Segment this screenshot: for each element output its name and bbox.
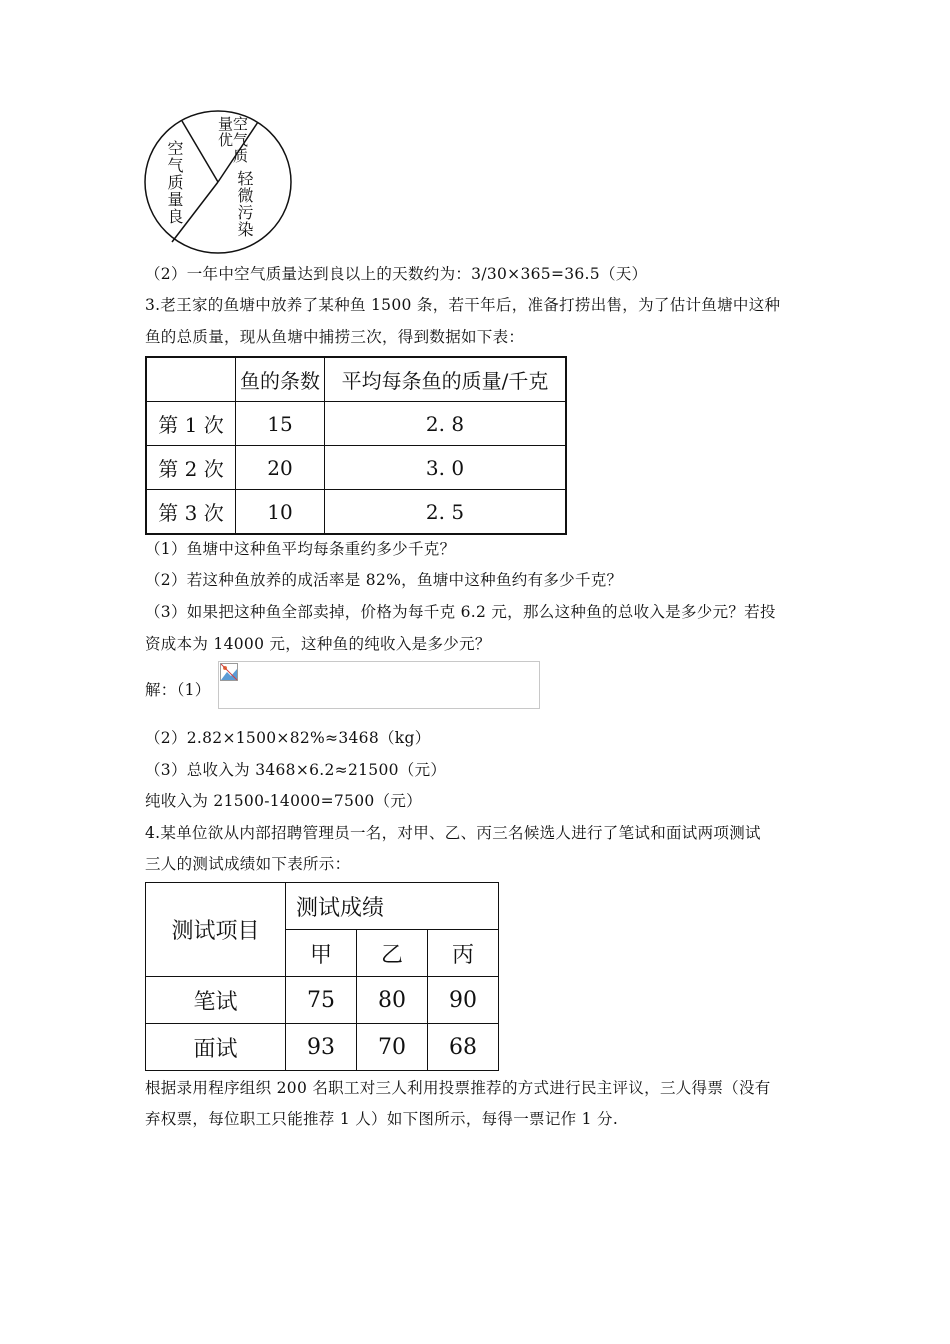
table-header-cell (146, 357, 236, 402)
table-cell: 3. 0 (325, 446, 567, 490)
table-cell: 20 (236, 446, 325, 490)
table-row (146, 446, 566, 490)
question2: （2）若这种鱼放养的成活率是 82%，鱼塘中这种鱼约有多少千克？ (145, 571, 623, 589)
solution-label: 解：（1） (145, 681, 211, 699)
solution-image-placeholder (218, 661, 540, 709)
question3-line2: 资成本为 14000 元，这种鱼的纯收入是多少元？ (145, 635, 491, 653)
problem4-line1: 4.某单位欲从内部招聘管理员一名，对甲、乙、丙三名候选人进行了笔试和面试两项测试 (145, 824, 761, 842)
problem4-line2: 三人的测试成绩如下表所示： (145, 855, 351, 873)
table-cell: 75 (286, 977, 357, 1024)
question1: （1）鱼塘中这种鱼平均每条重约多少千克？ (145, 540, 456, 558)
table-cell: 90 (428, 977, 499, 1024)
table-header-row (146, 357, 566, 402)
question3-line1: （3）如果把这种鱼全部卖掉，价格为每千克 6.2 元，那么这种鱼的总收入是多少元？若投 (145, 603, 776, 621)
score-header-cell: 测试成绩 (286, 883, 499, 930)
table-cell: 80 (357, 977, 428, 1024)
solution-3: （3）总收入为 3468×6.2≈21500（元） (145, 761, 447, 779)
table-cell: 第 3 次 (146, 490, 236, 535)
candidate-header-cell: 丙 (428, 930, 499, 977)
test-score-table (145, 882, 499, 1071)
table-cell: 面试 (146, 1024, 286, 1071)
table-header-cell: 鱼的条数 (236, 357, 325, 402)
table-row (146, 490, 566, 535)
pie-label-light-pollution: 轻微污染 (235, 170, 254, 238)
q2-answer: （2）一年中空气质量达到良以上的天数约为：3/30×365=36.5（天） (145, 265, 648, 283)
item-header-cell: 测试项目 (146, 883, 286, 977)
table-header-cell: 平均每条鱼的质量/千克 (325, 357, 567, 402)
pie-label-excellent: 空气质量优 (216, 116, 249, 164)
table-cell: 70 (357, 1024, 428, 1071)
fish-data-table (145, 356, 567, 535)
table-cell: 15 (236, 402, 325, 446)
table-row (146, 977, 499, 1024)
table-cell: 笔试 (146, 977, 286, 1024)
broken-image-icon (220, 663, 238, 681)
table-cell: 第 1 次 (146, 402, 236, 446)
table-cell: 2. 8 (325, 402, 567, 446)
table-cell: 第 2 次 (146, 446, 236, 490)
table-row (146, 402, 566, 446)
problem3-line1: 3.老王家的鱼塘中放养了某种鱼 1500 条，若干年后，准备打捞出售，为了估计鱼塘中这种 (145, 296, 781, 314)
candidate-header-cell: 乙 (357, 930, 428, 977)
solution-4: 纯收入为 21500-14000=7500（元） (145, 792, 422, 810)
problem3-line2: 鱼的总质量，现从鱼塘中捕捞三次，得到数据如下表： (145, 328, 525, 346)
table-cell: 10 (236, 490, 325, 535)
problem5-line2: 弃权票，每位职工只能推荐 1 人）如下图所示，每得一票记作 1 分. (145, 1110, 619, 1128)
table-cell: 68 (428, 1024, 499, 1071)
table-header-row (146, 883, 499, 930)
table-cell: 93 (286, 1024, 357, 1071)
candidate-header-cell: 甲 (286, 930, 357, 977)
problem5-line1: 根据录用程序组织 200 名职工对三人利用投票推荐的方式进行民主评议，三人得票（没有 (145, 1079, 771, 1097)
solution-2: （2）2.82×1500×82%≈3468（kg） (145, 729, 431, 747)
table-cell: 2. 5 (325, 490, 567, 535)
pie-label-good: 空气质量良 (165, 140, 184, 225)
table-row (146, 1024, 499, 1071)
